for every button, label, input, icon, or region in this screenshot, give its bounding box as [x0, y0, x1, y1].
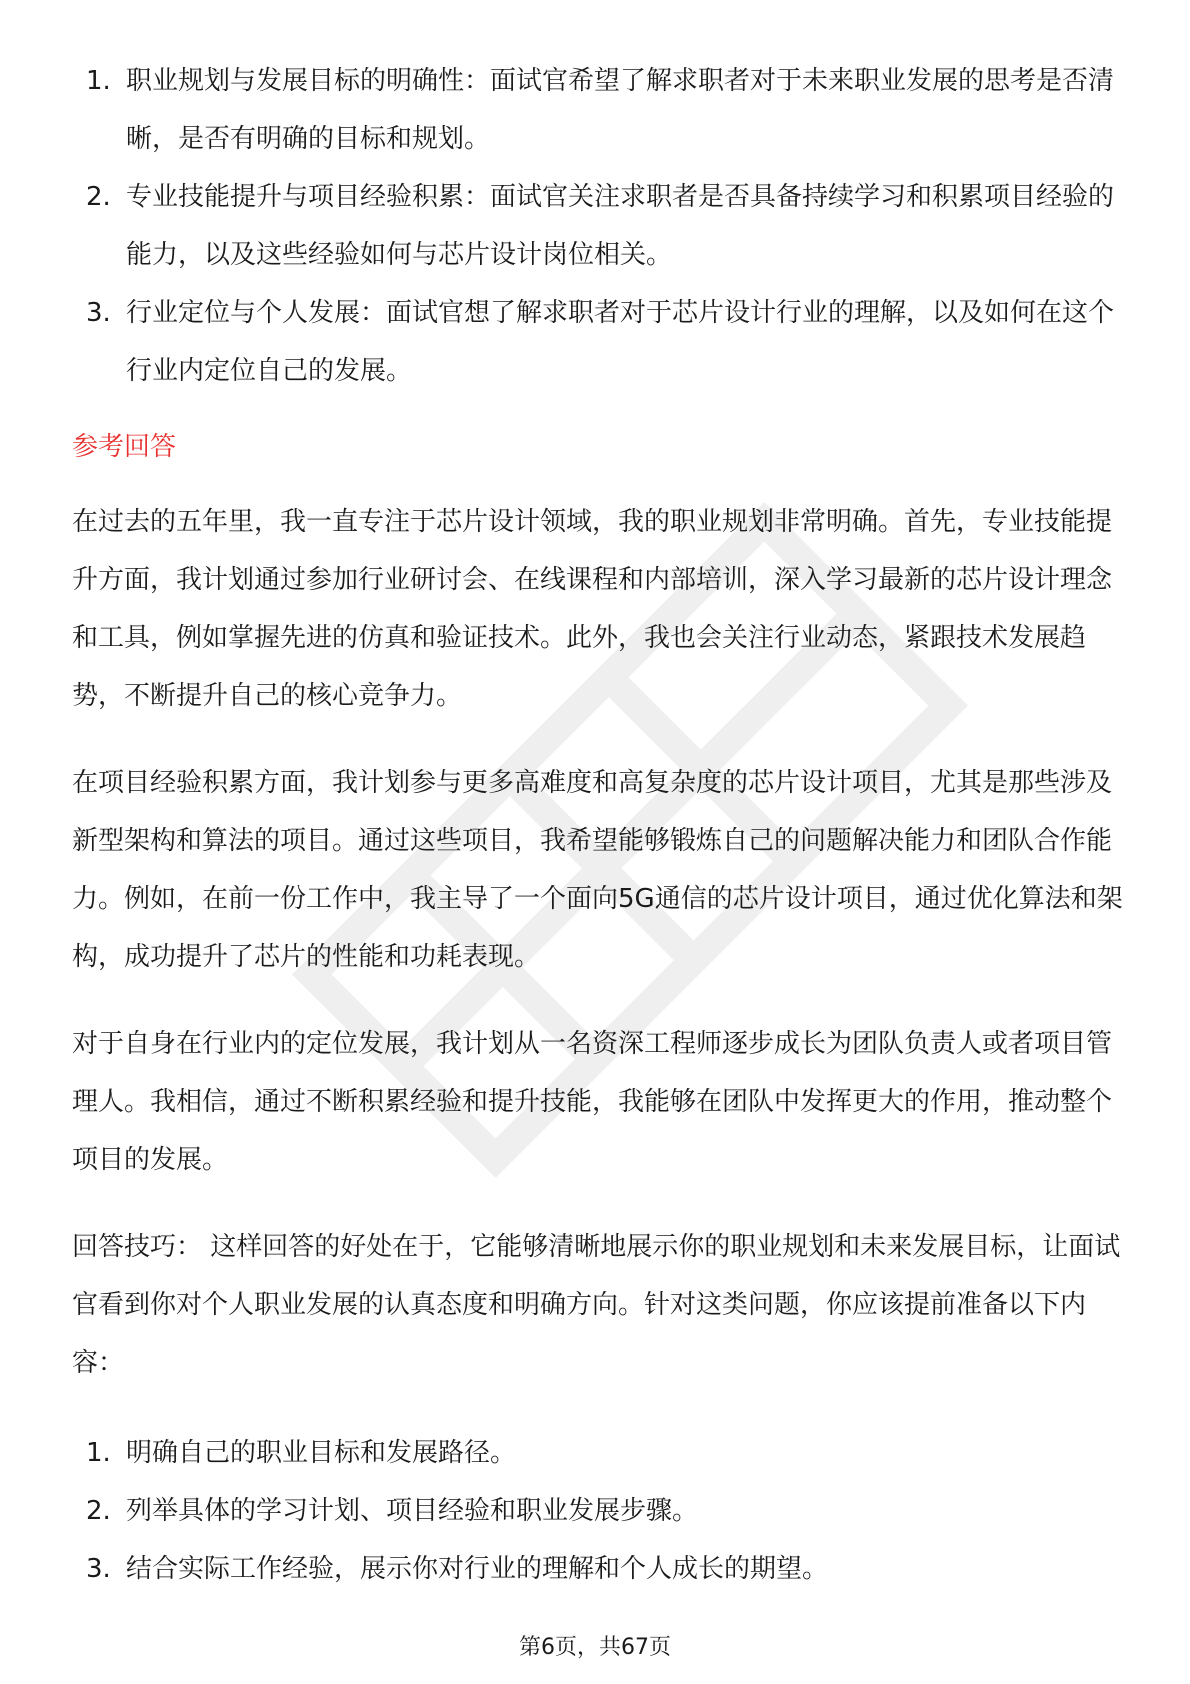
- list-item: [72, 1424, 1122, 1482]
- list-item: [72, 284, 1122, 400]
- list-item-text: 结合实际工作经验，展示你对行业的理解和个人成长的期望。: [126, 1554, 829, 1584]
- list-item-text: 职业规划与发展目标的明确性：面试官希望了解求职者对于未来职业发展的思考是否清晰，是否有明确的目标和规划。: [126, 66, 1115, 154]
- list-item: [72, 168, 1122, 284]
- list-item-text: 列举具体的学习计划、项目经验和职业发展步骤。: [126, 1496, 699, 1526]
- list-item: [72, 1540, 1122, 1598]
- list-item-text: 明确自己的职业目标和发展路径。: [126, 1438, 517, 1468]
- list-number: 1.: [86, 66, 111, 96]
- list-number: 2.: [86, 182, 111, 212]
- answer-tips-paragraph: 回答技巧： 这样回答的好处在于，它能够清晰地展示你的职业规划和未来发展目标，让面试官看到你对个人职业发展的认真态度和明确方向。针对这类问题，你应该提前准备以下内容：: [72, 1232, 1121, 1378]
- list-item: [72, 1482, 1122, 1540]
- page-number-footer: 第6页，共67页: [519, 1635, 671, 1660]
- answer-paragraph-1: 在过去的五年里，我一直专注于芯片设计领域，我的职业规划非常明确。首先，专业技能提升方面，我计划通过参加行业研讨会、在线课程和内部培训，深入学习最新的芯片设计理念和工具，例如掌握先进的仿真和验证技术。此外，我也会关注行业动态，紧跟技术发展趋势，不断提升自己的核心竞争力。: [72, 507, 1113, 711]
- tips-list: [72, 1424, 1122, 1598]
- list-item: [72, 52, 1122, 168]
- list-number: 2.: [86, 1496, 111, 1526]
- list-number: 1.: [86, 1438, 111, 1468]
- list-number: 3.: [86, 1554, 111, 1584]
- answer-paragraph-3: 对于自身在行业内的定位发展，我计划从一名资深工程师逐步成长为团队负责人或者项目管理人。我相信，通过不断积累经验和提升技能，我能够在团队中发挥更大的作用，推动整个项目的发展。: [72, 1029, 1113, 1175]
- list-item-text: 专业技能提升与项目经验积累：面试官关注求职者是否具备持续学习和积累项目经验的能力，以及这些经验如何与芯片设计岗位相关。: [126, 182, 1115, 270]
- list-item-text: 行业定位与个人发展：面试官想了解求职者对于芯片设计行业的理解，以及如何在这个行业内定位自己的发展。: [126, 298, 1115, 386]
- criteria-list: [72, 52, 1122, 400]
- reference-answer-heading: 参考回答: [72, 432, 177, 462]
- answer-paragraph-2: 在项目经验积累方面，我计划参与更多高难度和高复杂度的芯片设计项目，尤其是那些涉及新型架构和算法的项目。通过这些项目，我希望能够锻炼自己的问题解决能力和团队合作能力。例如，在前一份工作中，我主导了一个面向5G通信的芯片设计项目，通过优化算法和架构，成功提升了芯片的性能和功耗表现。: [72, 768, 1123, 972]
- list-number: 3.: [86, 298, 111, 328]
